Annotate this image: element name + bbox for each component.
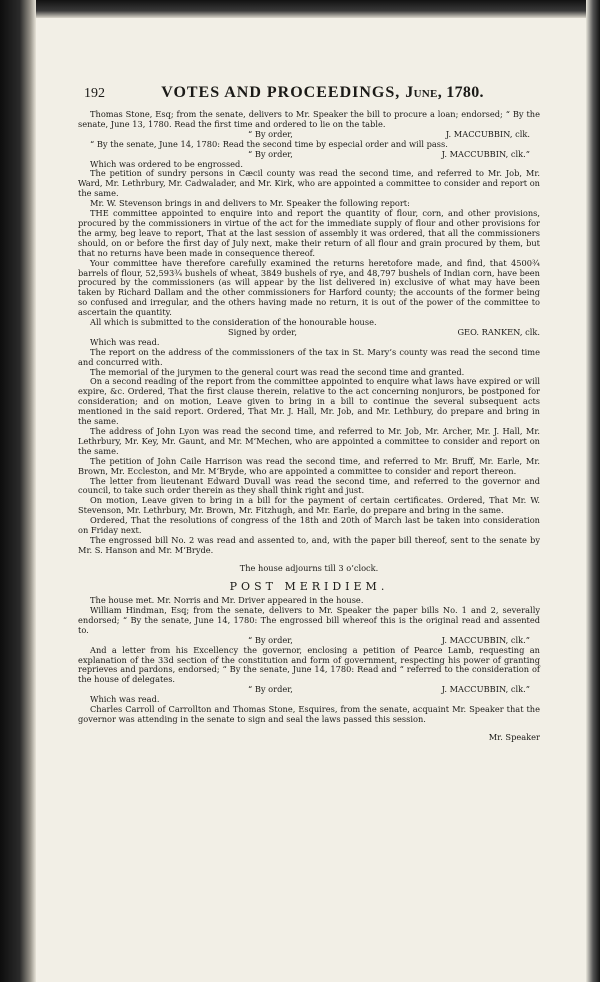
signature-name: J. MACCUBBIN, clk.” bbox=[441, 148, 530, 159]
report-paragraph: THE committee appointed to enquire into and report the quantity of flour, corn, and other provisions, procured by the commissioners in virtue of the act for the immediate supply of flour and other provisions for the army, beg leave to report, That at the last session of assembly it was ordered, that all the commissioners should, on or before the first day of July next, make their return of all flour and grain procured by them, but that no returns have been made in consequence thereof. bbox=[78, 208, 540, 258]
document-page bbox=[78, 84, 540, 964]
paragraph: Ordered, That the resolutions of congress of the 18th and 20th of March last be taken into consideration on Friday next. bbox=[78, 515, 540, 536]
paragraph: Thomas Stone, Esq; from the senate, delivers to Mr. Speaker the bill to procure a loan; endorsed; “ By the senate, June 13, 1780. Read the first time and ordered to lie on the table. bbox=[78, 109, 540, 129]
signature-label: Signed by order, bbox=[228, 326, 297, 337]
signature-name: J. MACCUBBIN, clk.” bbox=[441, 634, 530, 645]
signature-name: GEO. RANKEN, clk. bbox=[457, 326, 540, 337]
page-header bbox=[78, 84, 540, 103]
paragraph: The engrossed bill No. 2 was read and assented to, and, with the paper bill thereof, sent to the senate by Mr. S. Hanson and Mr. M‘Bryde. bbox=[78, 534, 540, 555]
paragraph: The letter from lieutenant Edward Duvall was read the second time, and referred to the governor and council, to take such order therein as they shall think right and just. bbox=[78, 475, 540, 496]
paragraph: The memorial of the jurymen to the general court was read the second time and granted. bbox=[90, 366, 465, 377]
paragraph: Which was read. bbox=[90, 694, 160, 705]
adjournment-line: The house adjourns till 3 o’clock. bbox=[239, 563, 379, 574]
paragraph: The report on the address of the commissioners of the tax in St. Mary’s county was read the second time and concurred with. bbox=[78, 346, 540, 367]
catchword: Mr. Speaker bbox=[488, 732, 540, 743]
scan-border-top bbox=[0, 0, 600, 18]
report-paragraph: Your committee have therefore carefully examined the returns heretofore made, and find, that 4500¾ barrels of flour, 52,593¾ bushels of wheat, 3849 bushels of rye, and 48,797 bushels of Indian corn, have been procured by the commissioners (as will appear by the list delivered in) exclusive of what may have been taken by Richard Dallam and the other commissioners for Harford county; the accounts of the former being so confused and irregular, and the others having made no return, it is out of the power of the committee to ascertain the quantity. bbox=[78, 257, 540, 318]
paragraph: Which was read. bbox=[90, 336, 160, 347]
paragraph: Which was ordered to be engrossed. bbox=[90, 158, 243, 169]
paragraph: “ By the senate, June 14, 1780: Read the second time by especial order and will pass. bbox=[90, 138, 448, 149]
paragraph: William Hindman, Esq; from the senate, delivers to Mr. Speaker the paper bills No. 1 and 2, severally endorsed; “ By the senate, June 14, 1780: The engrossed bill whereof this is the original read and assented to. bbox=[78, 605, 540, 635]
paragraph: All which is submitted to the consideration of the honourable house. bbox=[90, 317, 377, 328]
signature-name: J. MACCUBBIN, clk. bbox=[445, 128, 530, 139]
paragraph: Mr. W. Stevenson brings in and delivers to Mr. Speaker the following report: bbox=[90, 198, 410, 209]
paragraph: And a letter from his Excellency the governor, enclosing a petition of Pearce Lamb, requesting an explanation of the 33d section of the constitution and form of government, respecting his power of granting reprieves and pardons, endorsed; “ By the senate, June 14, 1780: Read and “ referred to the consideration of the house of delegates. bbox=[78, 644, 540, 685]
paragraph: On a second reading of the report from the committee appointed to enquire what laws have expired or will expire, &c. Ordered, That the first clause therein, relative to the act concerning nonjurors, be postponed for consideration; and on motion, Leave given to bring in a bill to continue the several subsequent acts mentioned in the said report. Ordered, That Mr. J. Hall, Mr. Job, and Mr. Lethbury, do prepare and bring in the same. bbox=[78, 376, 540, 427]
title-text: VOTES AND PROCEEDINGS, bbox=[161, 84, 401, 101]
scan-border-right bbox=[586, 0, 600, 982]
paragraph: The petition of sundry persons in Cæcil county was read the second time, and referred to Mr. Job, Mr. Ward, Mr. Lethrbury, Mr. Cadwalader, and Mr. Kirk, who are appointed a committee to consider and report on the same. bbox=[78, 168, 540, 199]
scan-border-left bbox=[0, 0, 36, 982]
title-date: June, 1780. bbox=[405, 84, 484, 101]
signature-label: “ By order, bbox=[248, 128, 293, 139]
signature-label: “ By order, bbox=[248, 684, 293, 695]
paragraph: The petition of John Caile Harrison was read the second time, and referred to Mr. Bruff, Mr. Earle, Mr. Brown, Mr. Eccleston, and Mr. M‘Bryde, who are appointed a committee to consider and report thereon. bbox=[78, 455, 540, 476]
page-number: 192 bbox=[84, 86, 105, 101]
paragraph: On motion, Leave given to bring in a bill for the payment of certain certificates. Ordered, That Mr. W. Stevenson, Mr. Lethrbury, Mr. Brown, Mr. Fitzhugh, and Mr. Earle, do prepare and bring in the same. bbox=[78, 495, 540, 516]
signature-name: J. MACCUBBIN, clk.” bbox=[441, 684, 530, 695]
paragraph: The address of John Lyon was read the second time, and referred to Mr. Job, Mr. Archer, Mr. J. Hall, Mr. Lethrbury, Mr. Key, Mr. Gaunt, and Mr. M‘Mechen, who are appointed a committee to consider and report on the same. bbox=[78, 426, 540, 456]
page-title bbox=[105, 84, 540, 102]
paragraph: Charles Carroll of Carrollton and Thomas Stone, Esquires, from the senate, acquaint Mr. Speaker that the governor was attending in the senate to sign and seal the laws passed this session. bbox=[78, 704, 540, 724]
signature-label: “ By order, bbox=[248, 634, 293, 645]
paragraph: The house met. Mr. Norris and Mr. Driver appeared in the house. bbox=[90, 595, 364, 606]
section-heading: POST MERIDIEM. bbox=[229, 580, 389, 594]
signature-label: “ By order, bbox=[248, 148, 293, 159]
